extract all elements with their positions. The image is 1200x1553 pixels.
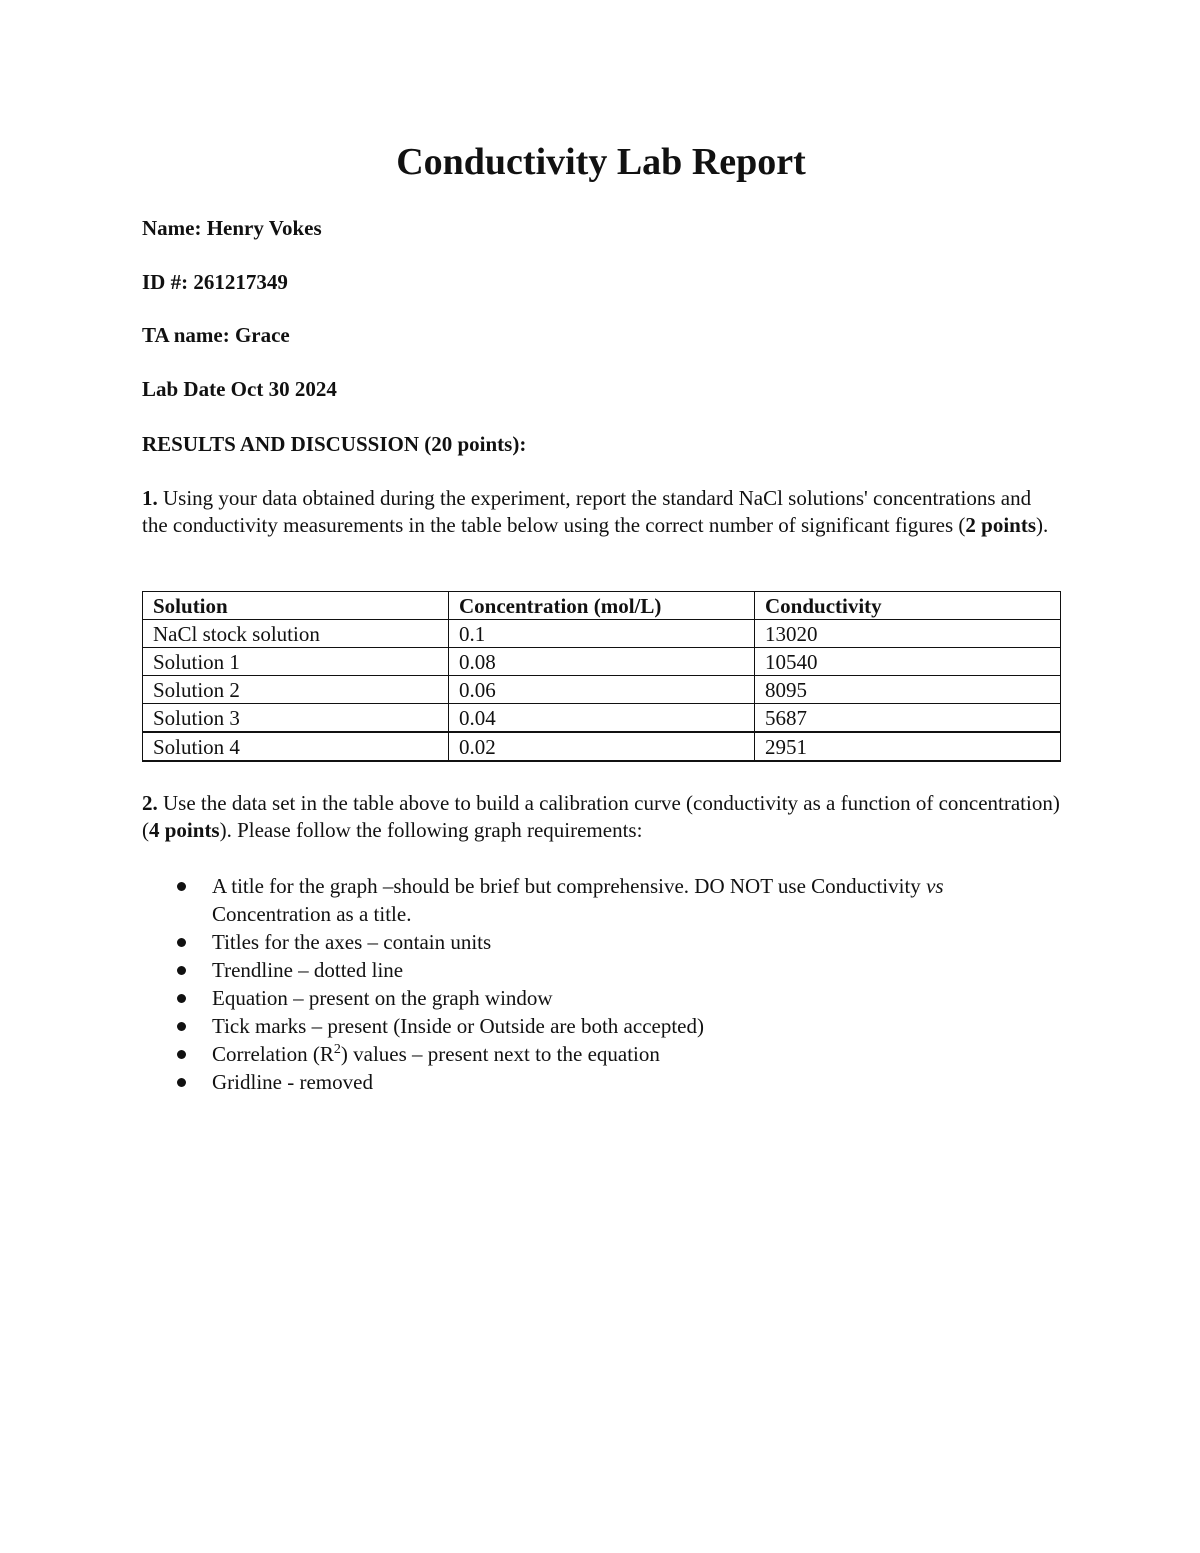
table-row (143, 676, 1061, 704)
table-cell: 8095 (755, 676, 1061, 704)
bullet-icon (177, 882, 186, 891)
table-header-cell: Solution (143, 592, 449, 620)
requirement-text: Concentration as a title. (212, 902, 412, 926)
requirement-text-italic: vs (926, 874, 944, 898)
superscript: 2 (333, 1042, 341, 1057)
table-header-row (143, 592, 1061, 620)
question-2-text: Use the data set in the table above to build a calibration curve (conductivity as a function of concentration) ( (142, 791, 1060, 842)
table-row (143, 620, 1061, 648)
table-cell: Solution 3 (143, 704, 449, 733)
section-heading: RESULTS AND DISCUSSION (20 points): (142, 432, 527, 456)
table-cell: 0.1 (449, 620, 755, 648)
question-1-text: Using your data obtained during the experiment, report the standard NaCl solutions' concentrations and the conductivity measurements in the table below using the correct number of significant figures ( (142, 486, 1032, 537)
list-item (142, 984, 1060, 1012)
list-item (142, 956, 1060, 984)
table-cell: 0.02 (449, 732, 755, 761)
report-title: Conductivity Lab Report (396, 141, 806, 183)
list-item (142, 928, 1060, 956)
question-1-end: ). (1036, 513, 1049, 537)
table-header-cell: Concentration (mol/L) (449, 592, 755, 620)
table-cell: 10540 (755, 648, 1061, 676)
table-header-cell: Conductivity (755, 592, 1061, 620)
table-cell: 0.08 (449, 648, 755, 676)
question-2-points: 4 points (149, 818, 220, 842)
table-row (143, 704, 1061, 733)
bullet-icon (177, 1050, 186, 1059)
requirement-text: Correlation (R (212, 1042, 334, 1066)
list-item (142, 1068, 1060, 1096)
bullet-icon (177, 994, 186, 1003)
requirement-text: A title for the graph –should be brief but comprehensive. DO NOT use Conductivity (212, 874, 927, 898)
table-cell: 5687 (755, 704, 1061, 733)
requirements-list (142, 872, 1060, 1096)
table-cell: Solution 4 (143, 732, 449, 761)
bullet-icon (177, 1022, 186, 1031)
question-1 (142, 485, 1060, 539)
table-cell: 0.04 (449, 704, 755, 733)
question-2 (142, 790, 1060, 844)
table-cell: 13020 (755, 620, 1061, 648)
table-cell: Solution 2 (143, 676, 449, 704)
question-2-end: ). Please follow the following graph requirements: (219, 818, 643, 842)
list-item (142, 1012, 1060, 1040)
table-cell: Solution 1 (143, 648, 449, 676)
table-cell: NaCl stock solution (143, 620, 449, 648)
question-2-number: 2. (142, 791, 158, 815)
list-item (142, 872, 1060, 928)
requirement-text: Titles for the axes – contain units (212, 930, 492, 954)
data-table (142, 591, 1061, 762)
requirement-text: Tick marks – present (Inside or Outside are both accepted) (212, 1014, 704, 1038)
table-row (143, 732, 1061, 761)
student-id: ID #: 261217349 (142, 270, 288, 294)
table-cell: 2951 (755, 732, 1061, 761)
student-name: Name: Henry Vokes (142, 216, 322, 240)
bullet-icon (177, 1078, 186, 1087)
lab-date: Lab Date Oct 30 2024 (142, 377, 337, 401)
question-1-number: 1. (142, 486, 158, 510)
bullet-icon (177, 966, 186, 975)
requirement-text: Trendline – dotted line (212, 958, 404, 982)
requirement-text: ) values – present next to the equation (340, 1042, 660, 1066)
table-cell: 0.06 (449, 676, 755, 704)
ta-name: TA name: Grace (142, 323, 290, 347)
table-row (143, 648, 1061, 676)
requirement-text: Equation – present on the graph window (212, 986, 553, 1010)
list-item (142, 1040, 1060, 1068)
question-1-points: 2 points (965, 513, 1037, 537)
bullet-icon (177, 938, 186, 947)
requirement-text: Gridline - removed (212, 1070, 373, 1094)
